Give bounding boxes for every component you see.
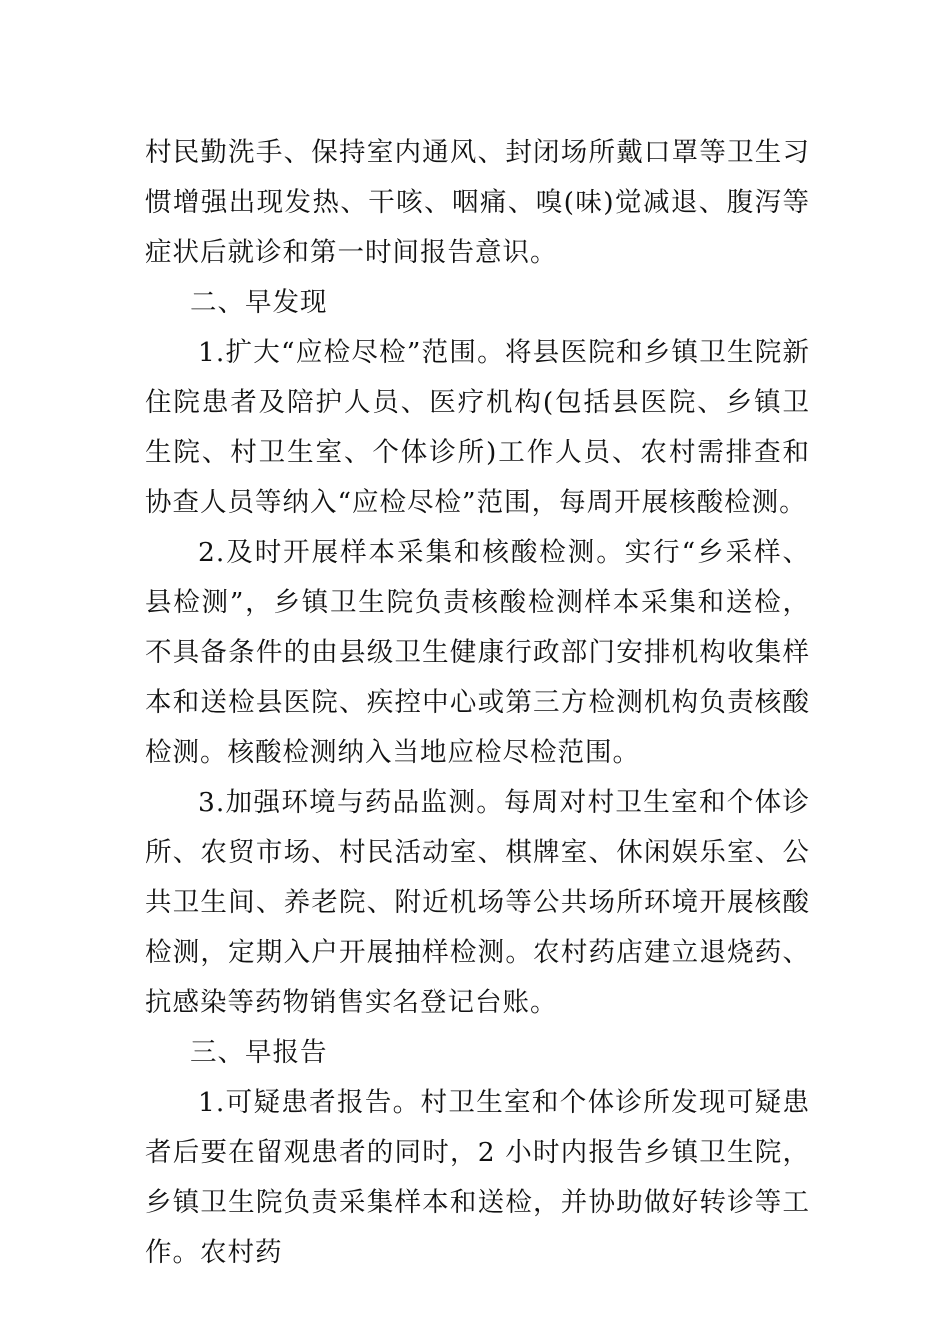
paragraph-expand-testing-scope: 1.扩大“应检尽检”范围。将县医院和乡镇卫生院新住院患者及陪护人员、医疗机构(包括县医院、乡镇卫生院、村卫生室、个体诊所)工作人员、农村需排查和协查人员等纳入“应检尽检”范围，每周开展核酸检测。	[145, 337, 810, 518]
paragraph-environment-monitoring: 3.加强环境与药品监测。每周对村卫生室和个体诊所、农贸市场、村民活动室、棋牌室、休闲娱乐室、公共卫生间、养老院、附近机场等公共场所环境开展核酸检测，定期入户开展抽样检测。农村药店建立退烧药、抗感染等药物销售实名登记台账。	[145, 787, 810, 1018]
document-body	[145, 128, 810, 1278]
paragraph-suspected-patient-report: 1.可疑患者报告。村卫生室和个体诊所发现可疑患者后要在留观患者的同时，2 小时内报告乡镇卫生院，乡镇卫生院负责采集样本和送检，并协助做好转诊等工作。农村药	[145, 1087, 810, 1268]
paragraph-continuation: 村民勤洗手、保持室内通风、封闭场所戴口罩等卫生习惯增强出现发热、干咳、咽痛、嗅(味)觉减退、腹泻等症状后就诊和第一时间报告意识。	[145, 137, 810, 268]
paragraph-sample-collection: 2.及时开展样本采集和核酸检测。实行“乡采样、县检测”，乡镇卫生院负责核酸检测样本采集和送检，不具备条件的由县级卫生健康行政部门安排机构收集样本和送检县医院、疾控中心或第三方检测机构负责核酸检测。核酸检测纳入当地应检尽检范围。	[145, 537, 810, 768]
section-heading-early-detection: 二、早发现	[190, 287, 328, 318]
section-heading-early-reporting: 三、早报告	[190, 1037, 328, 1068]
